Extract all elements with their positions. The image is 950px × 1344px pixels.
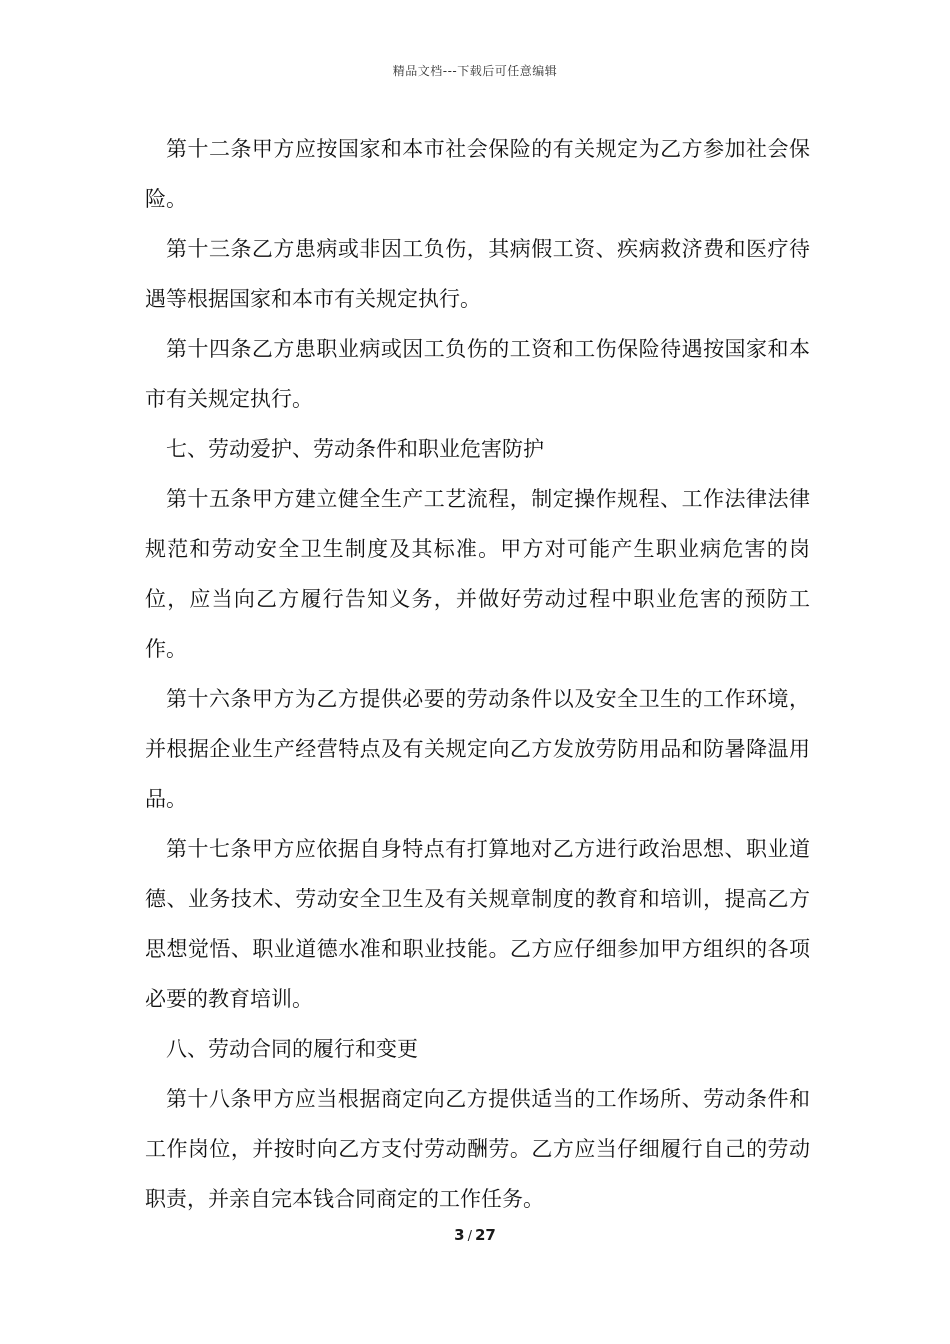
page-header: 精品文档---下载后可任意编辑 bbox=[392, 64, 558, 78]
article-13: 第十三条乙方患病或非因工负伤，其病假工资、疾病救济费和医疗待遇等根据国家和本市有关规定执行。 bbox=[145, 237, 810, 311]
page-number bbox=[0, 1226, 950, 1244]
page-separator: / bbox=[467, 1229, 472, 1244]
article-18: 第十八条甲方应当根据商定向乙方提供适当的工作场所、劳动条件和工作岗位，并按时向乙方支付劳动酬劳。乙方应当仔细履行自己的劳动职责，并亲自完本钱合同商定的工作任务。 bbox=[145, 1087, 810, 1211]
current-page: 3 bbox=[454, 1226, 465, 1244]
article-14: 第十四条乙方患职业病或因工负伤的工资和工伤保险待遇按国家和本市有关规定执行。 bbox=[145, 337, 810, 411]
article-12: 第十二条甲方应按国家和本市社会保险的有关规定为乙方参加社会保险。 bbox=[145, 137, 810, 211]
total-pages: 27 bbox=[474, 1226, 496, 1244]
section-heading-8: 八、劳动合同的履行和变更 bbox=[166, 1037, 418, 1061]
section-heading-7: 七、劳动爱护、劳动条件和职业危害防护 bbox=[166, 437, 544, 461]
document-body bbox=[145, 124, 810, 1224]
article-17: 第十七条甲方应依据自身特点有打算地对乙方进行政治思想、职业道德、业务技术、劳动安全卫生及有关规章制度的教育和培训，提高乙方思想觉悟、职业道德水准和职业技能。乙方应仔细参加甲方组织的各项必要的教育培训。 bbox=[145, 837, 810, 1011]
article-16: 第十六条甲方为乙方提供必要的劳动条件以及安全卫生的工作环境，并根据企业生产经营特点及有关规定向乙方发放劳防用品和防暑降温用品。 bbox=[145, 687, 810, 811]
article-15: 第十五条甲方建立健全生产工艺流程，制定操作规程、工作法律法律规范和劳动安全卫生制度及其标准。甲方对可能产生职业病危害的岗位，应当向乙方履行告知义务，并做好劳动过程中职业危害的预防工作。 bbox=[145, 487, 810, 661]
